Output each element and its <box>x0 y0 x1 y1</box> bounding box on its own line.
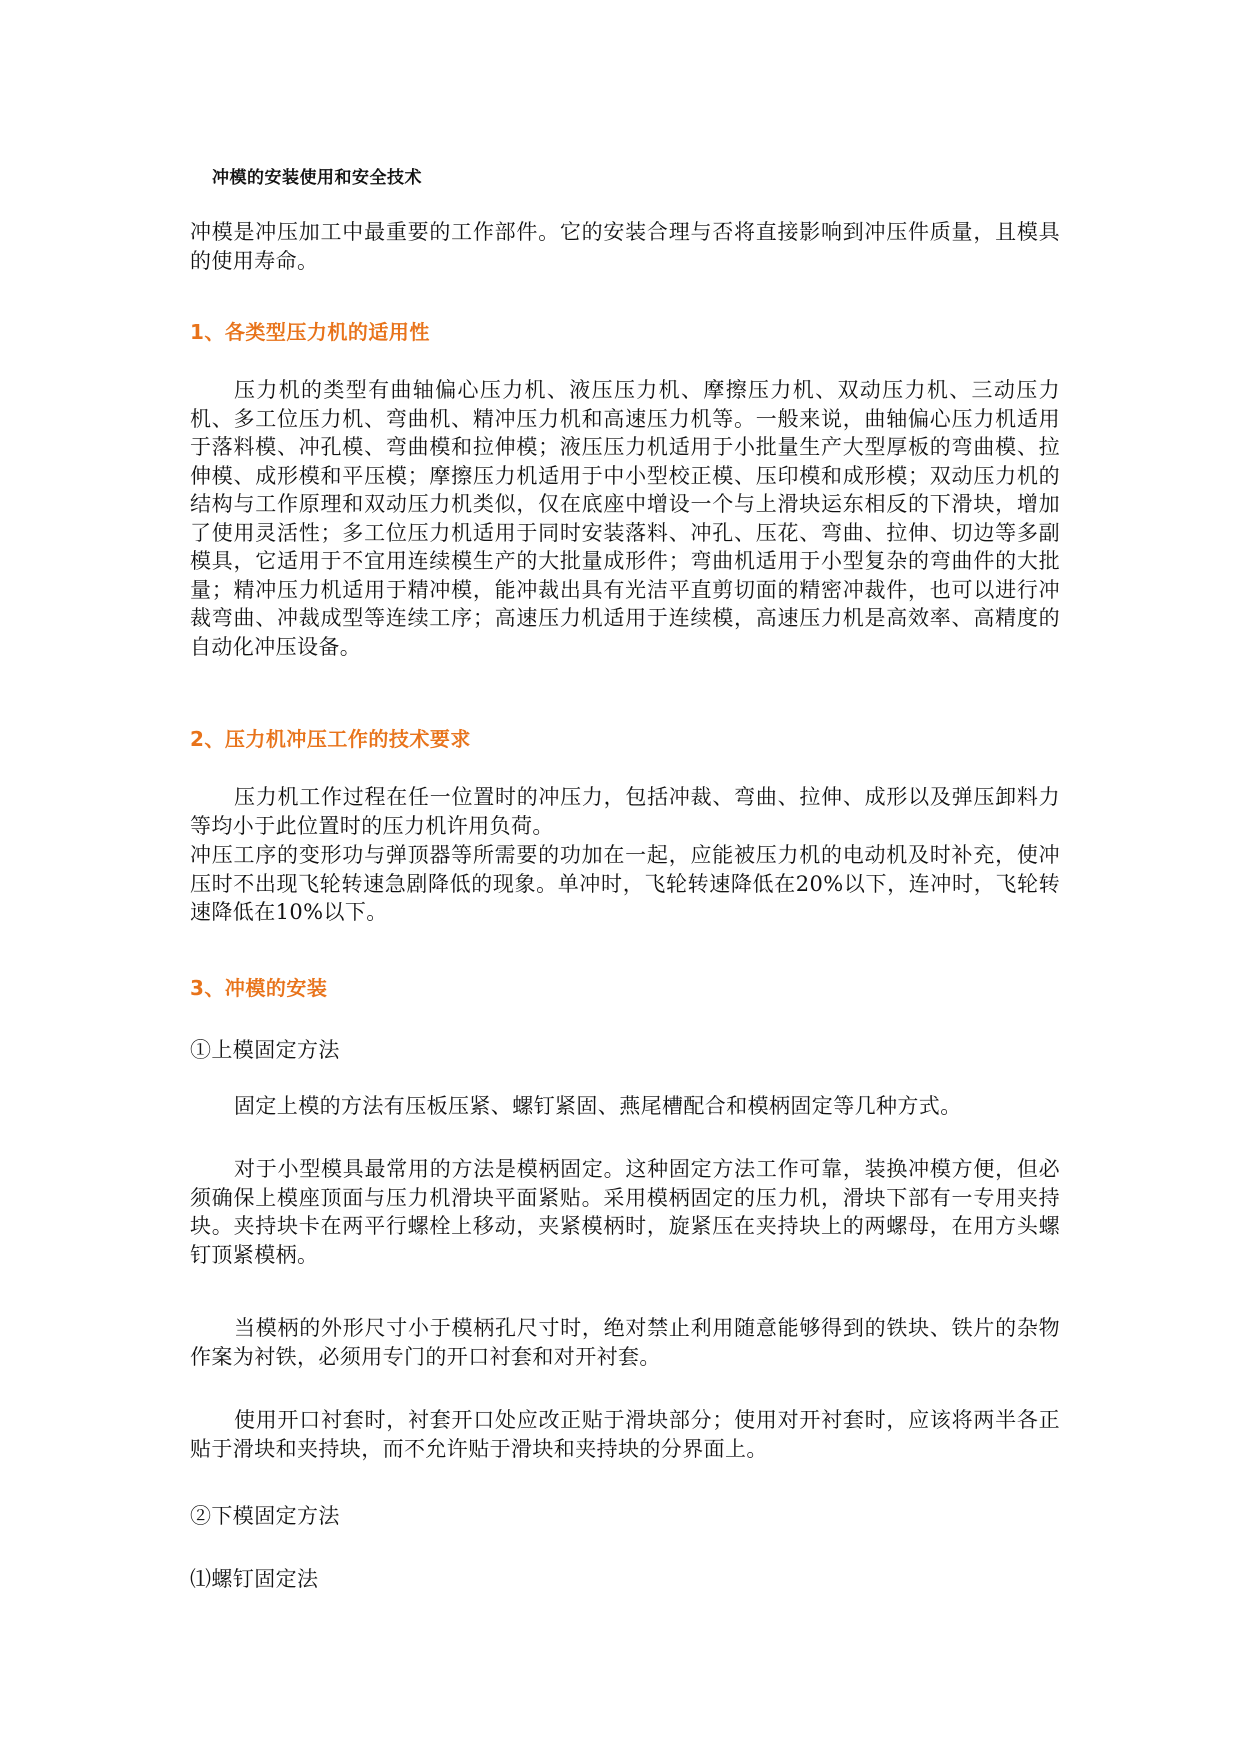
screw-fixing-subheading: ⑴螺钉固定法 <box>190 1567 319 1591</box>
section-3-paragraph-4: 使用开口衬套时，衬套开口处应改正贴于滑块部分；使用对开衬套时，应该将两半各正贴于滑块和夹持块，而不允许贴于滑块和夹持块的分界面上。 <box>190 1408 1060 1461</box>
lower-die-fixing-subheading: ②下模固定方法 <box>190 1504 340 1528</box>
section-2-paragraph-1: 压力机工作过程在任一位置时的冲压力，包括冲裁、弯曲、拉伸、成形以及弹压卸料力等均小于此位置时的压力机许用负荷。 <box>190 785 1060 838</box>
section-2-paragraph-2: 冲压工序的变形功与弹顶器等所需要的功加在一起，应能被压力机的电动机及时补充，使冲压时不出现飞轮转速急剧降低的现象。单冲时，飞轮转速降低在20%以下，连冲时，飞轮转速降低在10%以下。 <box>190 843 1060 924</box>
section-1-paragraph: 压力机的类型有曲轴偏心压力机、液压压力机、摩擦压力机、双动压力机、三动压力机、多工位压力机、弯曲机、精冲压力机和高速压力机等。一般来说，曲轴偏心压力机适用于落料模、冲孔模、弯曲模和拉伸模；液压压力机适用于小批量生产大型厚板的弯曲模、拉伸模、成形模和平压模；摩擦压力机适用于中小型校正模、压印模和成形模；双动压力机的结构与工作原理和双动压力机类似，仅在底座中增设一个与上滑块运东相反的下滑块，增加了使用灵活性；多工位压力机适用于同时安装落料、冲孔、压花、弯曲、拉伸、切边等多副模具，它适用于不宜用连续模生产的大批量成形件；弯曲机适用于小型复杂的弯曲件的大批量；精冲压力机适用于精冲模，能冲裁出具有光洁平直剪切面的精密冲裁件，也可以进行冲裁弯曲、冲裁成型等连续工序；高速压力机适用于连续模，高速压力机是高效率、高精度的自动化冲压设备。 <box>190 378 1060 659</box>
upper-die-fixing-subheading: ①上模固定方法 <box>190 1038 340 1062</box>
section-3-paragraph-1: 固定上模的方法有压板压紧、螺钉紧固、燕尾槽配合和模柄固定等几种方式。 <box>234 1094 962 1118</box>
document-title: 冲模的安装使用和安全技术 <box>212 168 422 188</box>
intro-paragraph: 冲模是冲压加工中最重要的工作部件。它的安装合理与否将直接影响到冲压件质量，且模具的使用寿命。 <box>190 220 1060 273</box>
section-3-paragraph-3: 当模柄的外形尺寸小于模柄孔尺寸时，绝对禁止利用随意能够得到的铁块、铁片的杂物作案为衬铁，必须用专门的开口衬套和对开衬套。 <box>190 1316 1060 1369</box>
section-3-paragraph-2: 对于小型模具最常用的方法是模柄固定。这种固定方法工作可靠，装换冲模方便，但必须确保上模座顶面与压力机滑块平面紧贴。采用模柄固定的压力机，滑块下部有一专用夹持块。夹持块卡在两平行螺栓上移动，夹紧模柄时，旋紧压在夹持块上的两螺母，在用方头螺钉顶紧模柄。 <box>190 1157 1060 1267</box>
section-1-heading: 1、各类型压力机的适用性 <box>190 320 430 344</box>
section-3-heading: 3、冲模的安装 <box>190 976 328 1000</box>
section-2-heading: 2、压力机冲压工作的技术要求 <box>190 727 471 751</box>
